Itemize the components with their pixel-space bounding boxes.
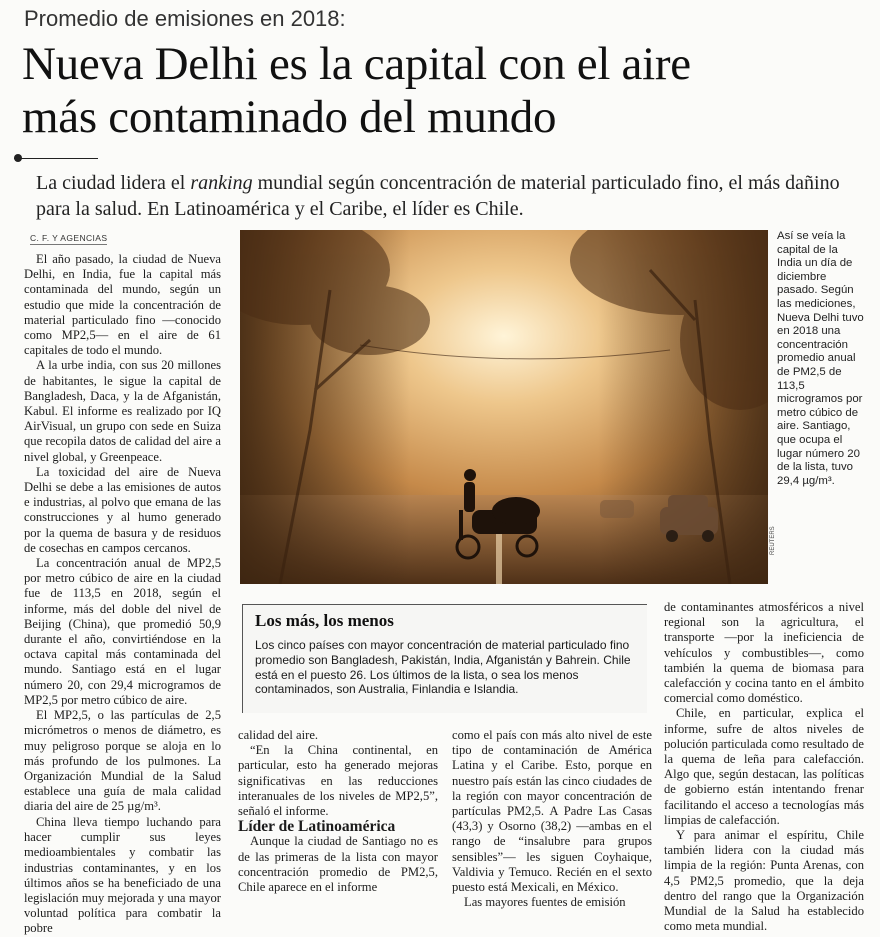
paragraph: El año pasado, la ciudad de Nueva Delhi, en India, fue la capital más contaminada del mundo, según un estudio que mide la concentración de material particulado fino —conocido como MP2,5— en el aire de 61 capitales de todo el mundo. — [24, 252, 221, 358]
paragraph: China lleva tiempo luchando para hacer cumplir sus leyes medioambientales y combatir las industrias contaminantes, y en los últimos años se ha beneficiado de una legislación muy mejorada y una mayor voluntad política para combatir la pobre — [24, 815, 221, 936]
article-column-1 — [24, 252, 221, 815]
paragraph: como el país con más alto nivel de este tipo de contaminación de América Latina y el Caribe. Esto, porque en nuestro país están las cinco ciudades de la región con mayor concentración de partículas PM2,5. A Padre Las Casas (43,3) y Osorno (38,2) —ambas en el rango de “insalubre para grupos sensibles”— les siguen Coyhaique, Valdivia y Temuco. Recién en el sexto puesto está Mexicali, en México. — [452, 728, 652, 895]
deck — [36, 170, 856, 222]
headline-line-1: Nueva Delhi es la capital con el aire — [22, 38, 691, 90]
headline-line-2: más contaminado del mundo — [22, 91, 557, 143]
smog-street-photo — [240, 230, 768, 584]
paragraph: calidad del aire. — [238, 728, 319, 742]
paragraph: “En la China continental, en particular, esto ha generado mejoras significativas en las reducciones interanuales de los niveles de MP2,5”, señaló el informe. — [238, 743, 438, 819]
paragraph: La concentración anual de MP2,5 por metro cúbico de aire en la ciudad fue de 113,5 en 2018, según el informe, más del doble del nivel de Beijing (China), que promedió 50,9 durante el año, convirtiéndose en la octava capital más contaminada del mundo. Santiago está en el lugar número 20, con 29,4 microgramos de MP2,5 por metro cúbico de aire. — [24, 556, 221, 707]
paragraph: El MP2,5, o las partículas de 2,5 micrómetros o menos de diámetro, es muy peligroso porque se aloja en lo más profundo de los pulmones. La Organización Mundial de la Salud establece una guía de mala calidad diaria del aire de 25 µg/m³. — [24, 708, 221, 814]
headline — [22, 38, 862, 144]
kicker: Promedio de emisiones en 2018: — [24, 6, 346, 31]
deck-text-1: La ciudad lidera el — [36, 172, 191, 194]
paragraph: de contaminantes atmosféricos a nivel regional son la agricultura, el transporte —por la ineficiencia de vehículos y combustibles—, como también la quema de biomasa para calefacción y cocina tanto en el ámbito comercial como doméstico. — [664, 600, 864, 706]
article-column-4 — [664, 600, 864, 934]
article-column-2 — [238, 728, 438, 895]
sidebar-box — [242, 604, 647, 713]
section-rule — [14, 158, 98, 159]
article-column-1-bottom — [24, 815, 221, 937]
paragraph: A la urbe india, con sus 20 millones de habitantes, le sigue la capital de Bangladesh, Daca, y la de Afganistán, Kabul. El informe es realizado por IQ AirVisual, un grupo con sede en Suiza que recopila datos de calidad del aire a nivel global, y Greenpeace. — [24, 358, 221, 464]
paragraph: Chile, en particular, explica el informe, sufre de altos niveles de polución particulada como resultado de la quema de leña para calefacción. Algo que, según destacan, las políticas de gobierno están intentando frenar facilitando el acceso a tecnologías más limpias de calefacción. — [664, 706, 864, 827]
sidebar-box-text: Los cinco países con mayor concentración de material particulado fino promedio son Bangladesh, Pakistán, India, Afganistán y Bahrein. Chile está en el puesto 26. Los últimos de la lista, o sea los menos contaminados, son Australia, Finlandia e Islandia. — [255, 638, 631, 697]
article-column-3 — [452, 728, 652, 910]
subheading: Líder de Latinoamérica — [238, 818, 396, 836]
sidebar-box-title: Los más, los menos — [255, 611, 394, 630]
paragraph: Las mayores fuentes de emisión — [464, 895, 626, 910]
paragraph: Y para animar el espíritu, Chile también lidera con la ciudad más limpia de la región: Punta Arenas, con 4,5 PM2,5 promedio, que la deja dentro del rango que la Organización Mundial de la Salud ha establecido como meta mundial. — [664, 828, 864, 934]
paragraph: Aunque la ciudad de Santiago no es de las primeras de la lista con mayor concentración promedio de PM2,5, Chile aparece en el informe — [238, 834, 438, 895]
paragraph: La toxicidad del aire de Nueva Delhi se debe a las emisiones de autos e industrias, al polvo que emana de las construcciones y al humo generado por la quema de basura y de residuos de cosechas en campos cercanos. — [24, 464, 221, 555]
photo-caption: Así se veía la capital de la India un día de diciembre pasado. Según las mediciones, Nueva Delhi tuvo en 2018 una concentración promedio anual de PM2,5 de 113,5 microgramos por metro cúbico de aire. Santiago, que ocupa el lugar número 20 de la lista, tuvo 29,4 µg/m³. — [777, 230, 864, 487]
news-photo — [240, 230, 768, 584]
deck-italic: ranking — [190, 172, 253, 194]
deck-text-2: mundial según concentración de material particulado fino, el más dañino para la salud. En Latinoamérica y el Caribe, el líder es Chile. — [36, 172, 840, 220]
photo-credit: REUTERS — [770, 526, 776, 555]
byline: C. F. Y AGENCIAS — [30, 233, 108, 243]
